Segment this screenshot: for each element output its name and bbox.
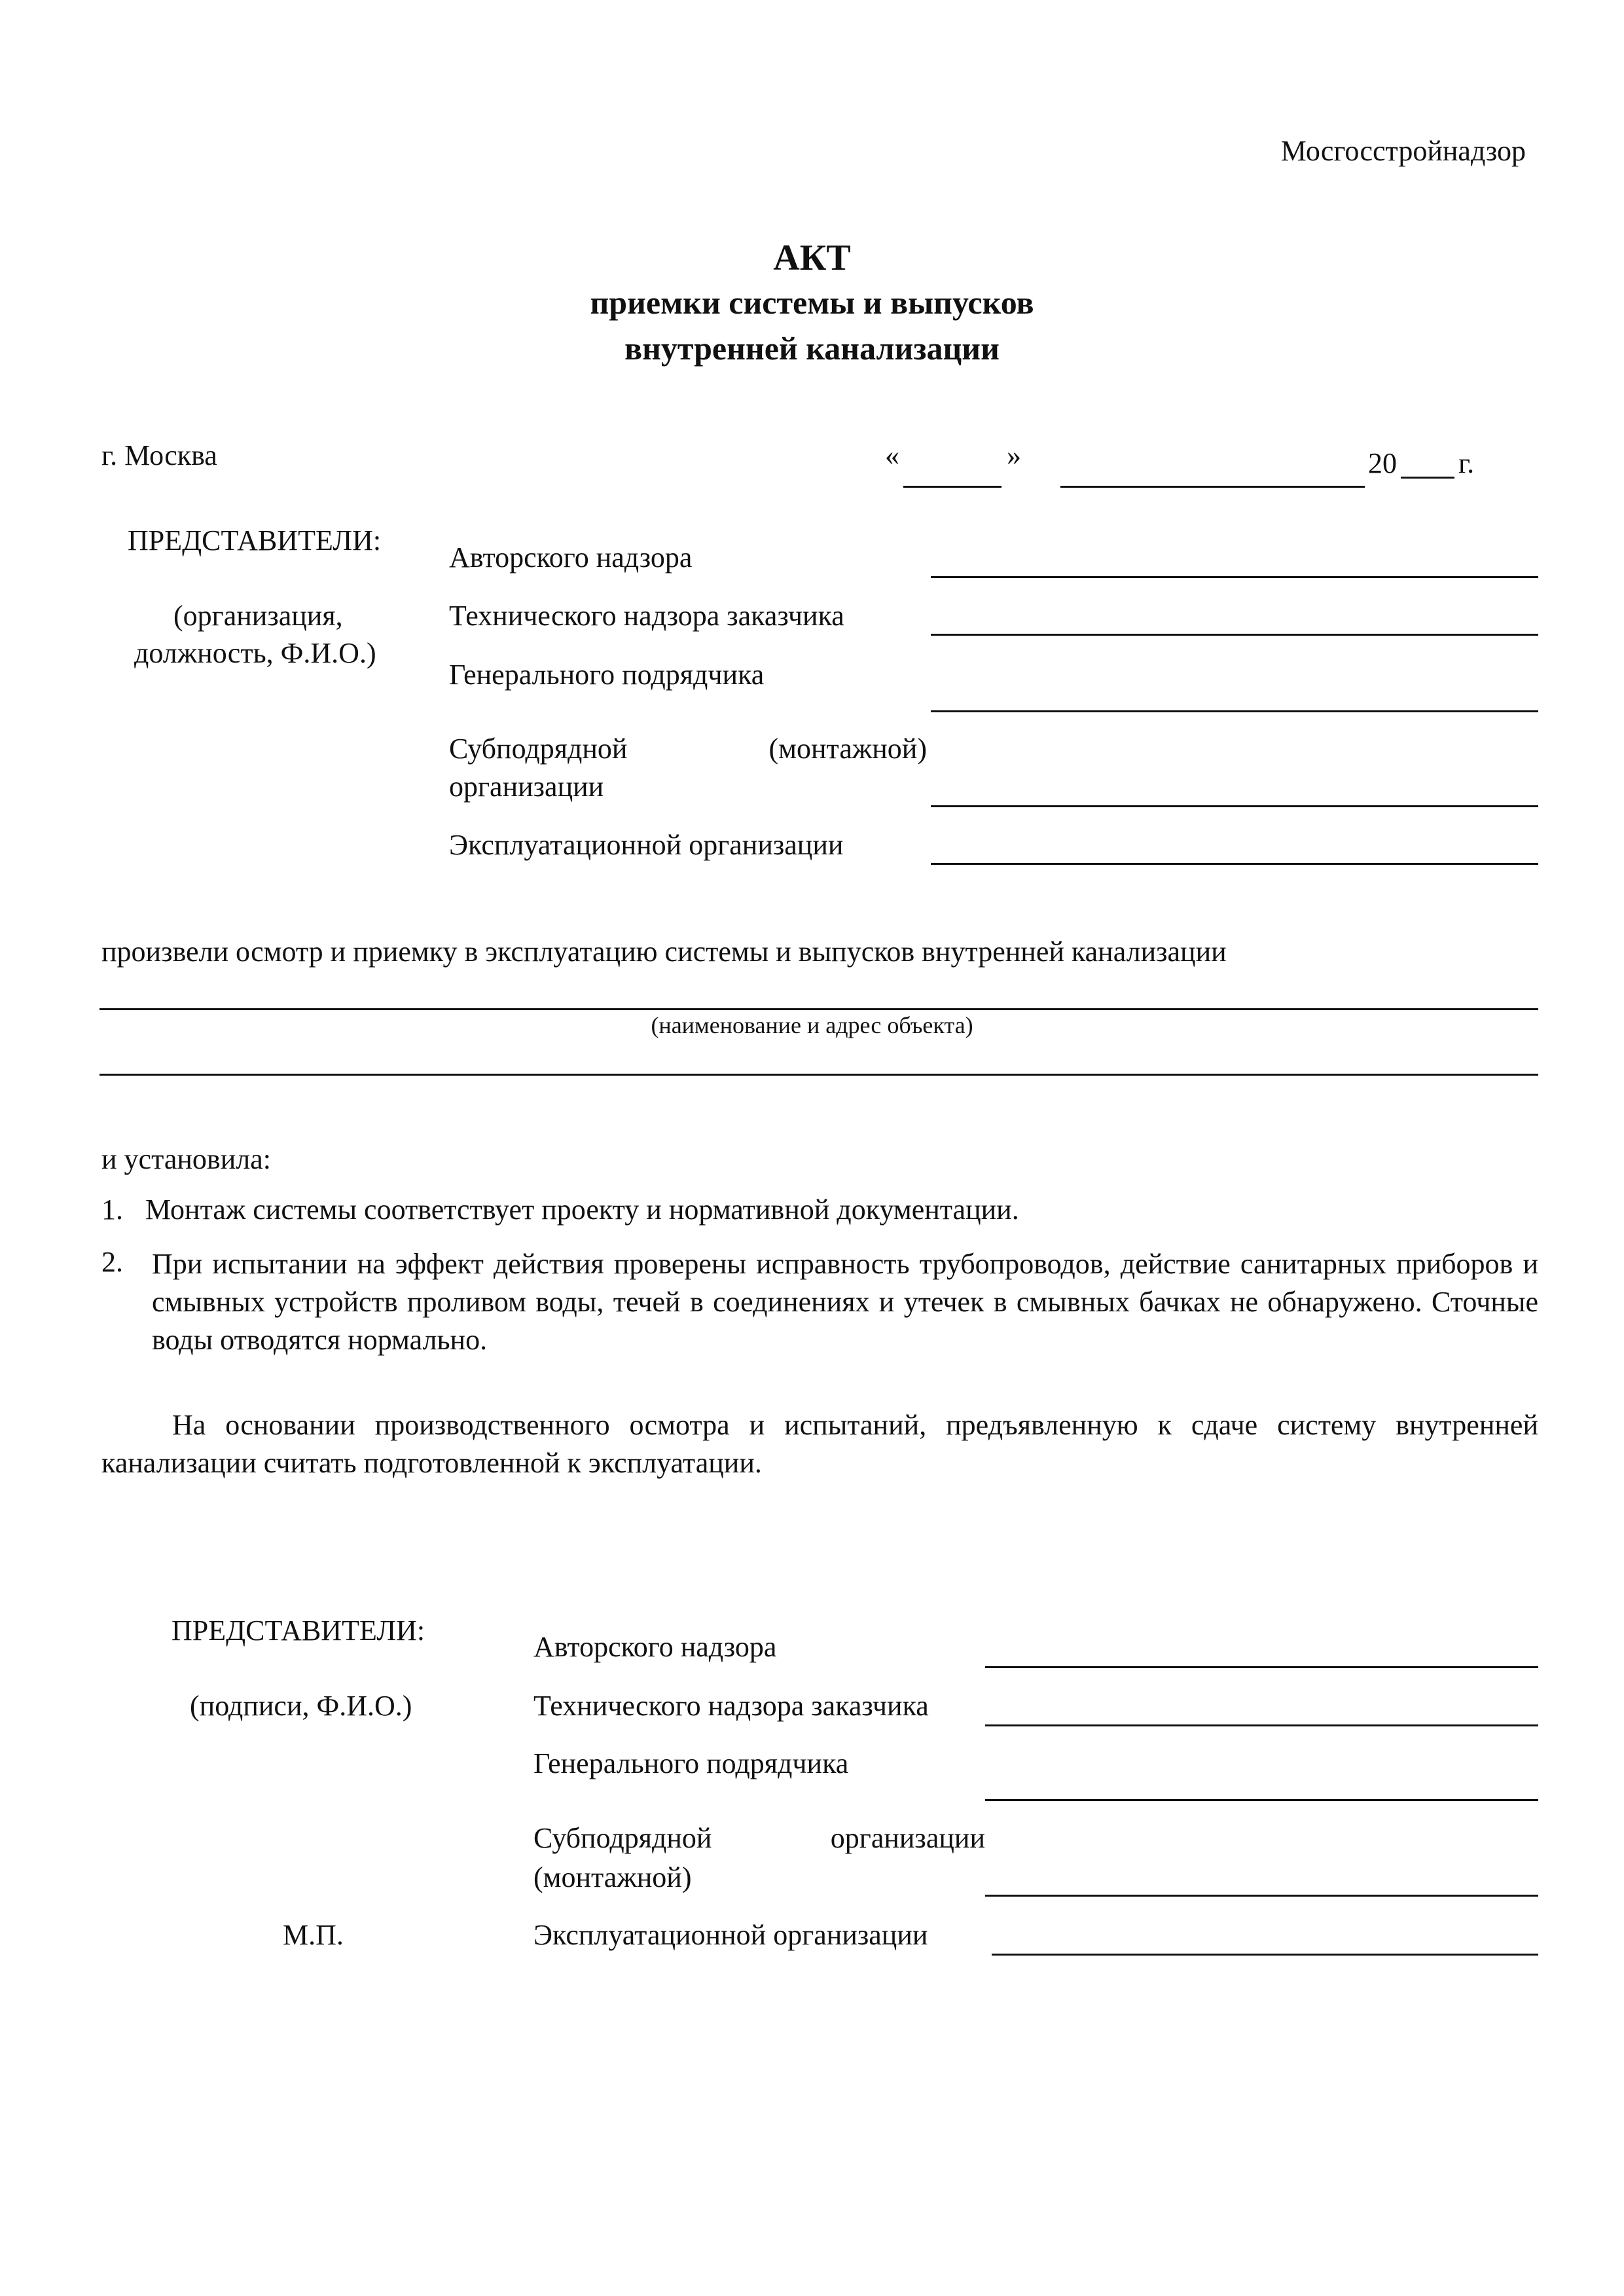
technical-supervision-line[interactable] bbox=[931, 634, 1538, 636]
sign-subcontractor-label bbox=[533, 1821, 985, 1856]
subcontractor-label bbox=[449, 732, 927, 767]
sign-general-contractor-label: Генерального подрядчика bbox=[533, 1747, 849, 1779]
inspection-statement: произвели осмотр и приемку в эксплуатацию системы и выпусков внутренней канализации bbox=[101, 936, 1227, 968]
signatures-heading: ПРЕДСТАВИТЕЛИ: bbox=[171, 1614, 425, 1647]
general-contractor-label: Генерального подрядчика bbox=[449, 659, 765, 691]
sign-author-supervision-label: Авторского надзора bbox=[533, 1631, 777, 1663]
sign-subcontractor-word2: организации bbox=[830, 1822, 985, 1854]
document-title: АКТ bbox=[773, 238, 851, 278]
object-caption: (наименование и адрес объекта) bbox=[651, 1012, 973, 1038]
operating-org-line[interactable] bbox=[931, 863, 1538, 865]
sign-general-contractor-line[interactable] bbox=[985, 1799, 1538, 1801]
sign-technical-supervision-label: Технического надзора заказчика bbox=[533, 1690, 929, 1722]
subcontractor-line[interactable] bbox=[931, 805, 1538, 807]
object-name-line[interactable] bbox=[99, 1008, 1538, 1010]
subcontractor-word1: Субподрядной bbox=[449, 733, 628, 765]
sign-operating-org-label: Эксплуатационной организации bbox=[533, 1919, 928, 1951]
seal-label: М.П. bbox=[283, 1919, 344, 1951]
findings-intro: и установила: bbox=[101, 1143, 271, 1175]
document-subtitle-line2: внутренней канализации bbox=[624, 330, 1000, 367]
sign-subcontractor-label-line2: (монтажной) bbox=[533, 1861, 692, 1893]
day-quote-close: » bbox=[1007, 439, 1021, 471]
representatives-heading: ПРЕДСТАВИТЕЛИ: bbox=[128, 524, 382, 556]
day-quote-open: « bbox=[885, 439, 899, 471]
day-field-line[interactable] bbox=[903, 486, 1001, 488]
sign-subcontractor-line[interactable] bbox=[985, 1895, 1538, 1897]
finding-1-text: Монтаж системы соответствует проекту и нормативной документации. bbox=[145, 1194, 1019, 1226]
finding-2-text: При испытании на эффект действия проверены исправность трубопроводов, действие санитарных приборов и смывных устройств проливом воды, течей в соединениях и утечек в смывных бачках не обнаружено. Сточные воды отводятся нормально. bbox=[152, 1248, 1538, 1356]
city: г. Москва bbox=[101, 439, 217, 471]
month-field-line[interactable] bbox=[1060, 486, 1365, 488]
object-address-line[interactable] bbox=[99, 1074, 1538, 1076]
author-supervision-label: Авторского надзора bbox=[449, 541, 693, 574]
signatures-note: (подписи, Ф.И.О.) bbox=[190, 1690, 412, 1722]
representatives-note-line1: (организация, bbox=[173, 600, 343, 632]
agency-name: Мосгосстройнадзор bbox=[1280, 135, 1526, 167]
sign-technical-supervision-line[interactable] bbox=[985, 1724, 1538, 1726]
finding-1-number: 1. bbox=[101, 1194, 123, 1226]
subcontractor-label-line2: организации bbox=[449, 771, 604, 803]
technical-supervision-label: Технического надзора заказчика bbox=[449, 600, 844, 632]
document-subtitle-line1: приемки системы и выпусков bbox=[590, 284, 1034, 321]
finding-2-number: 2. bbox=[101, 1246, 123, 1278]
subcontractor-word2: (монтажной) bbox=[768, 733, 927, 765]
year-suffix: г. bbox=[1458, 447, 1475, 479]
representatives-note-line2: должность, Ф.И.О.) bbox=[134, 637, 376, 669]
general-contractor-line[interactable] bbox=[931, 710, 1538, 712]
sign-subcontractor-word1: Субподрядной bbox=[533, 1822, 712, 1854]
conclusion-paragraph: На основании производственного осмотра и испытаний, предъявленную к сдаче систему внутренней канализации считать подготовленной к эксплуатации. bbox=[101, 1409, 1538, 1479]
sign-operating-org-line[interactable] bbox=[992, 1954, 1538, 1956]
year-prefix: 20 bbox=[1368, 447, 1397, 479]
year-field-line[interactable] bbox=[1401, 477, 1454, 479]
operating-org-label: Эксплуатационной организации bbox=[449, 829, 844, 861]
author-supervision-line[interactable] bbox=[931, 576, 1538, 578]
sign-author-supervision-line[interactable] bbox=[985, 1666, 1538, 1668]
